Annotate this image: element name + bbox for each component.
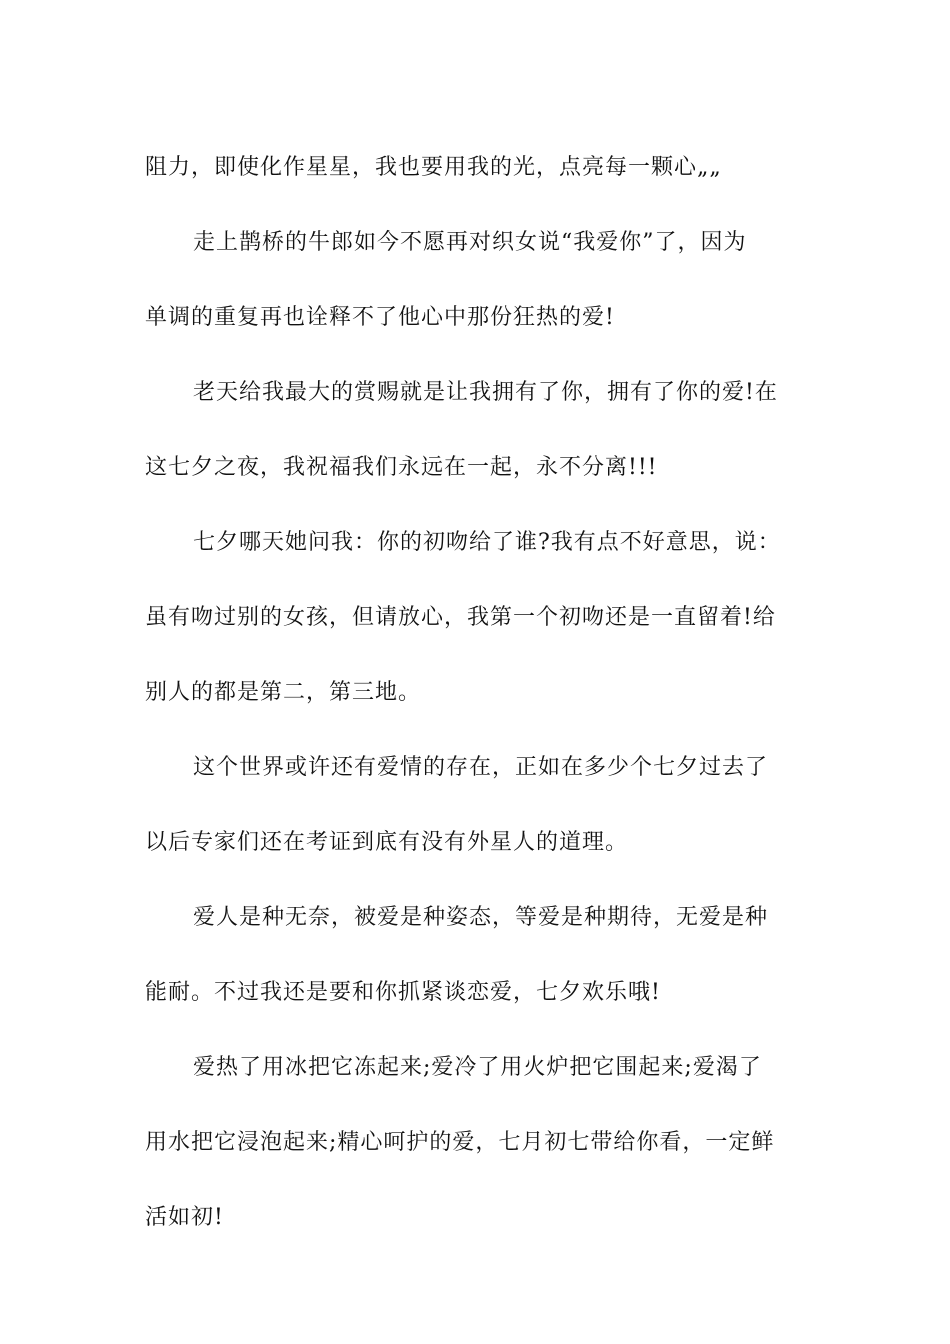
paragraph-line: 爱热了用冰把它冻起来;爱冷了用火炉把它围起来;爱渴了 bbox=[193, 1055, 762, 1080]
paragraph-4 bbox=[145, 505, 815, 730]
document-body bbox=[145, 130, 815, 1255]
paragraph-1 bbox=[145, 130, 815, 205]
paragraph-2 bbox=[145, 205, 815, 355]
paragraph-3 bbox=[145, 355, 815, 505]
paragraph-line: 走上鹊桥的牛郎如今不愿再对织女说“我爱你”了，因为 bbox=[193, 230, 747, 255]
paragraph-line: 以后专家们还在考证到底有没有外星人的道理。 bbox=[145, 830, 629, 855]
paragraph-6 bbox=[145, 880, 815, 1030]
paragraph-7 bbox=[145, 1030, 815, 1255]
paragraph-line: 七夕哪天她问我：你的初吻给了谁?我有点不好意思，说： bbox=[193, 530, 781, 555]
paragraph-line: 老天给我最大的赏赐就是让我拥有了你，拥有了你的爱!在 bbox=[193, 380, 778, 405]
paragraph-line: 用水把它浸泡起来;精心呵护的爱，七月初七带给你看，一定鲜 bbox=[145, 1130, 775, 1155]
paragraph-line: 活如初! bbox=[145, 1205, 224, 1230]
paragraph-line: 爱人是种无奈，被爱是种姿态，等爱是种期待，无爱是种 bbox=[193, 905, 769, 930]
paragraph-5 bbox=[145, 730, 815, 880]
paragraph-line: 这个世界或许还有爱情的存在，正如在多少个七夕过去了 bbox=[193, 755, 769, 780]
paragraph-line: 虽有吻过别的女孩，但请放心，我第一个初吻还是一直留着!给 bbox=[145, 605, 776, 630]
paragraph-line: 这七夕之夜，我祝福我们永远在一起，永不分离!!! bbox=[145, 455, 658, 480]
paragraph-line: 单调的重复再也诠释不了他心中那份狂热的爱! bbox=[145, 305, 615, 330]
paragraph-line: 别人的都是第二，第三地。 bbox=[145, 680, 422, 705]
paragraph-line: 阻力，即使化作星星，我也要用我的光，点亮每一颗心„„ bbox=[145, 155, 722, 180]
paragraph-line: 能耐。不过我还是要和你抓紧谈恋爱，七夕欢乐哦! bbox=[145, 980, 661, 1005]
